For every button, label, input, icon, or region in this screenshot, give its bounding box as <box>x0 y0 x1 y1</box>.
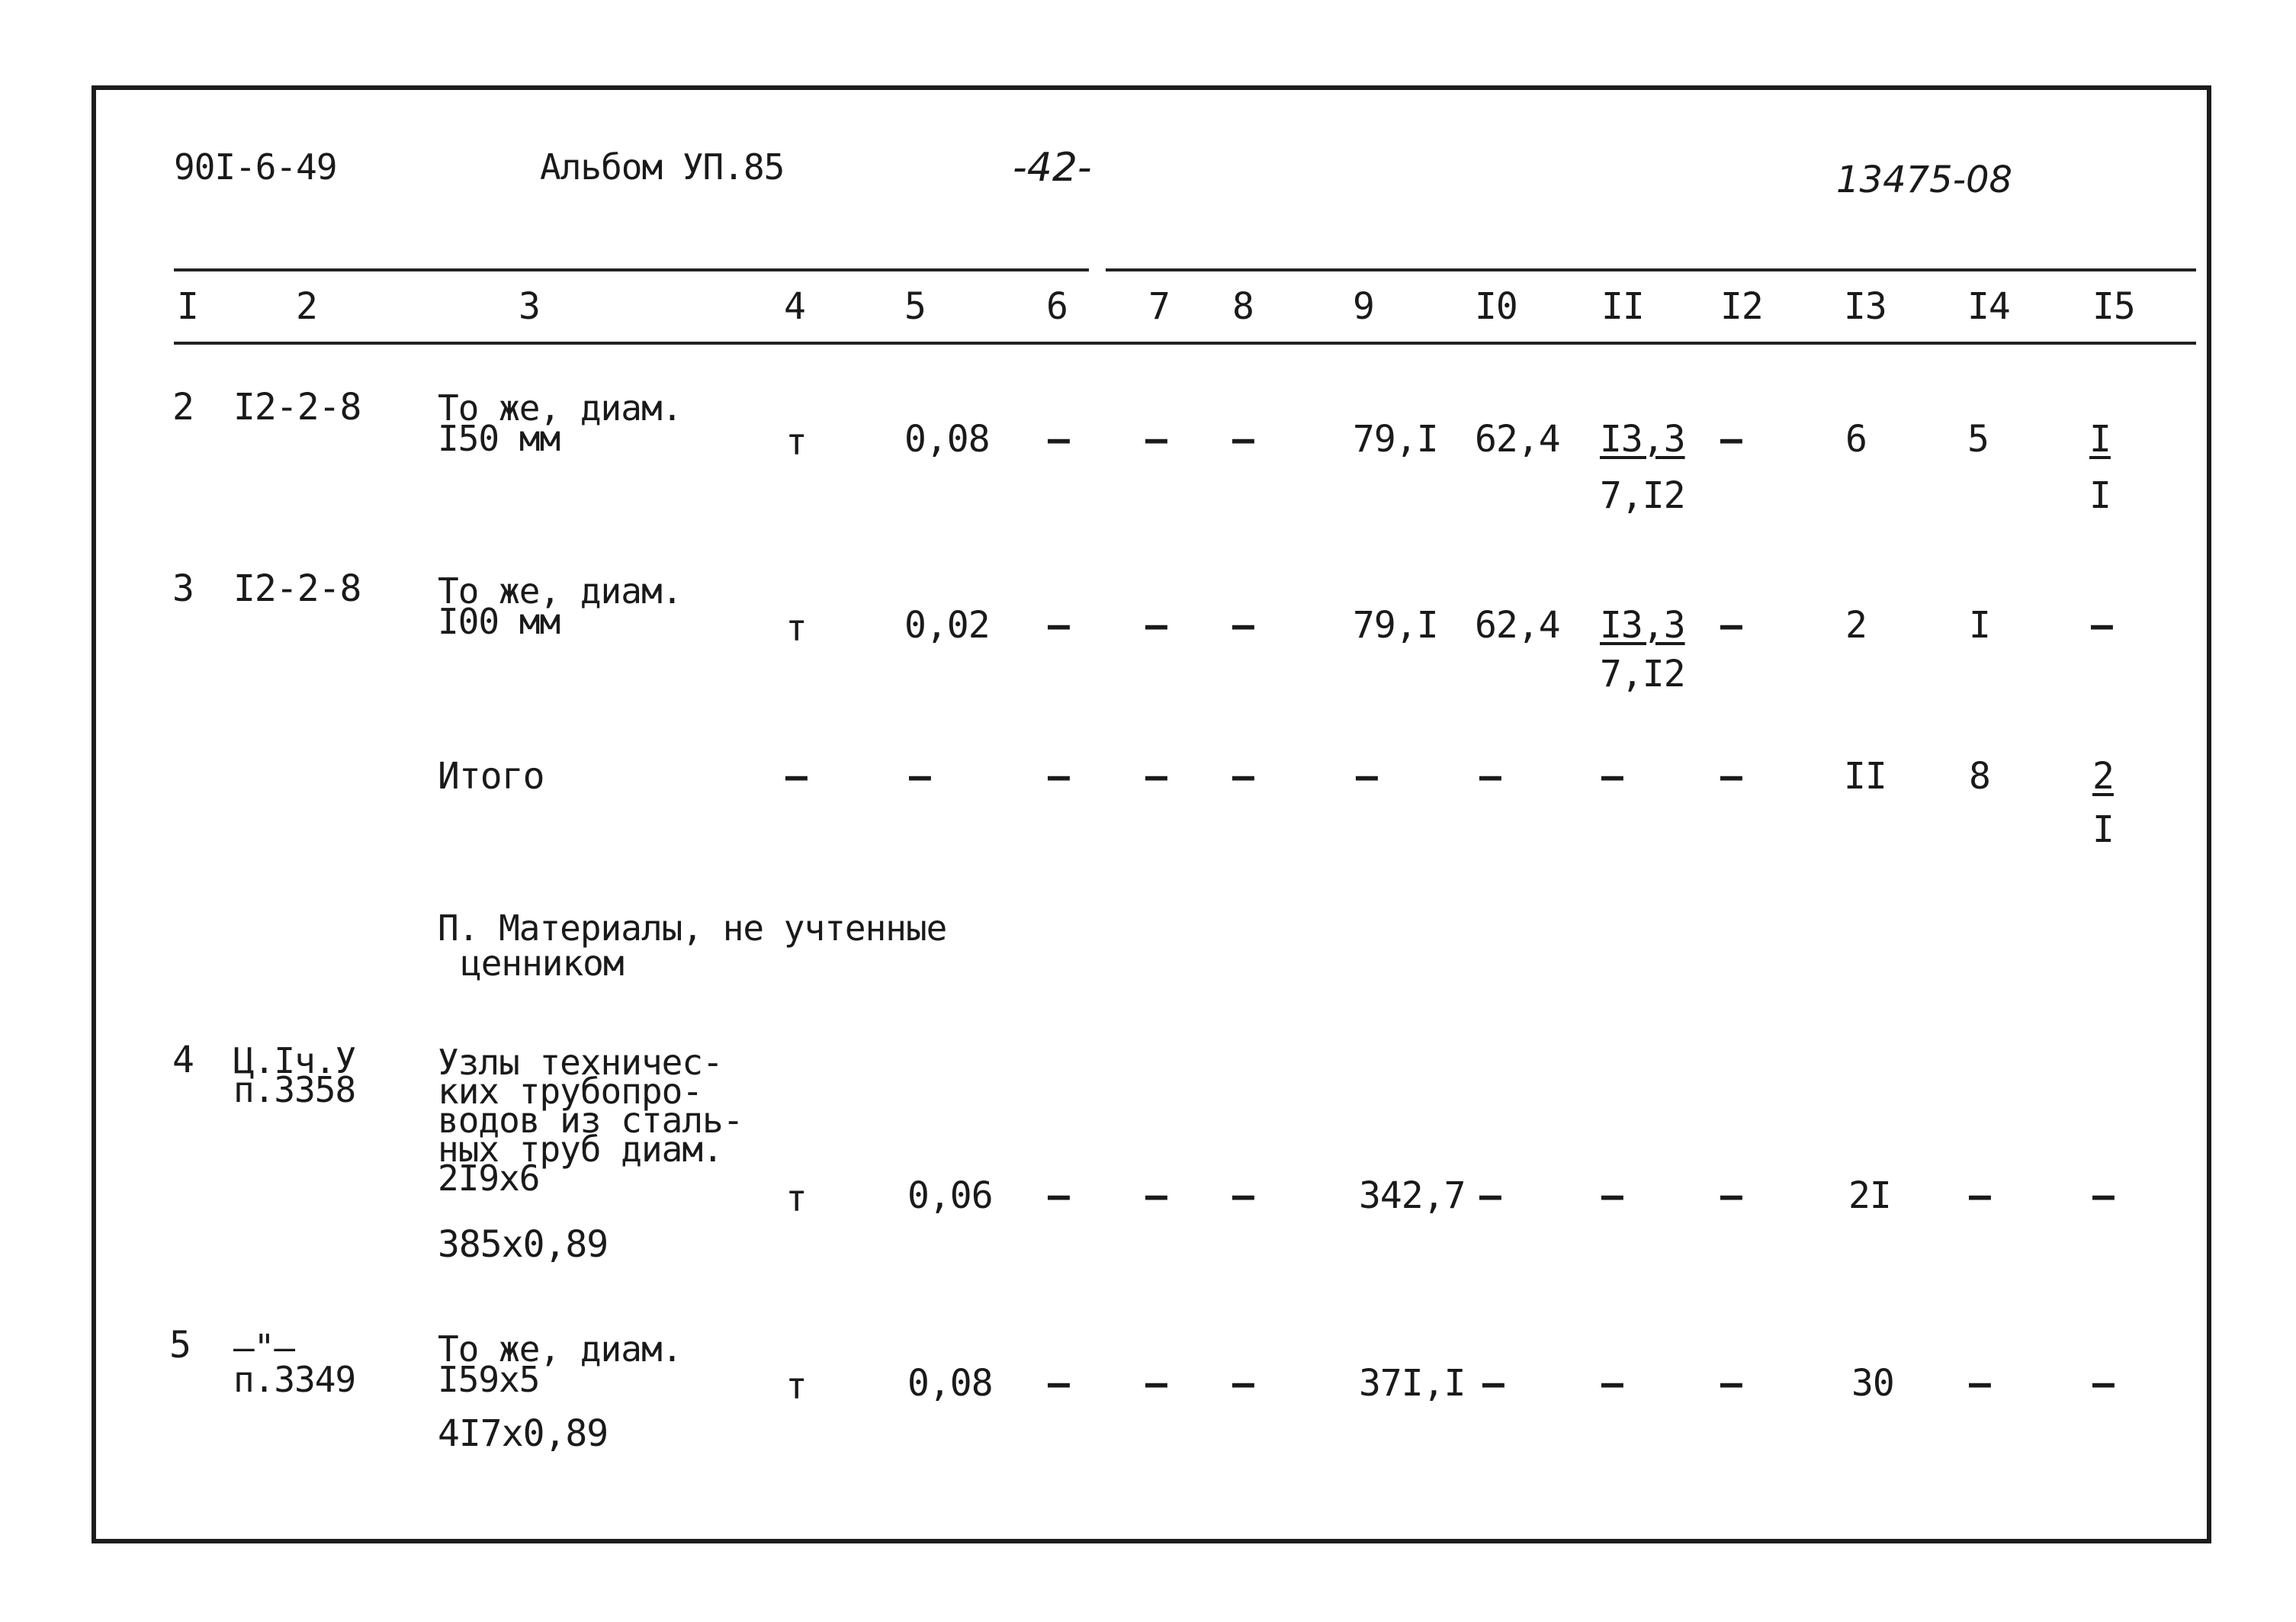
total-cell-5: – <box>909 755 930 798</box>
cell-9: 79,I <box>1353 604 1438 647</box>
album-label: Альбом УП.85 <box>540 146 785 188</box>
document-code: 90I-6-49 <box>174 146 337 188</box>
cell-6: – <box>1048 1362 1069 1405</box>
col-header-11: II <box>1601 285 1644 328</box>
row-number: 2 <box>172 386 194 429</box>
total-cell-13: II <box>1844 755 1887 798</box>
unit: т <box>785 421 807 464</box>
item-name-line1: То же, диам. <box>438 387 682 429</box>
cell-10: – <box>1482 1362 1504 1405</box>
unit: т <box>785 607 807 650</box>
quantity: 0,02 <box>904 604 990 647</box>
item-name-line5: 2I9х6 <box>438 1158 540 1199</box>
cell-11-bottom: 7,I2 <box>1600 474 1685 517</box>
cell-12: – <box>1720 604 1742 647</box>
quantity: 0,08 <box>904 418 990 461</box>
cell-10: – <box>1479 1174 1501 1217</box>
header-rule-top-right <box>1106 268 2196 271</box>
unit: т <box>785 1365 807 1408</box>
cell-14: – <box>1969 1362 1990 1405</box>
price-code-line1: Ц.Iч.У <box>233 1040 356 1081</box>
total-cell-12: – <box>1720 755 1742 798</box>
page-number: -42- <box>1013 145 1092 191</box>
col-header-12: I2 <box>1720 285 1763 328</box>
col-header-10: I0 <box>1475 285 1517 328</box>
cell-11: – <box>1601 1174 1623 1217</box>
row-number: 4 <box>172 1039 194 1081</box>
total-cell-11: – <box>1601 755 1623 798</box>
total-cell-15-bottom: I <box>2092 808 2114 851</box>
cell-14: – <box>1969 1174 1990 1217</box>
col-header-6: 6 <box>1046 285 1068 328</box>
quantity: 0,08 <box>907 1362 993 1405</box>
cell-13: 6 <box>1845 418 1867 461</box>
cell-13: 30 <box>1851 1362 1894 1405</box>
item-extra: 4I7х0,89 <box>438 1412 609 1455</box>
header-rule-bottom <box>174 342 2196 345</box>
total-cell-9: – <box>1356 755 1377 798</box>
cell-7: – <box>1145 1362 1167 1405</box>
total-cell-14: 8 <box>1969 755 1990 798</box>
cell-11-top: I3,3 <box>1600 604 1685 647</box>
cell-14: 5 <box>1967 418 1989 461</box>
cell-7: – <box>1145 1174 1167 1217</box>
col-header-1: I <box>177 285 198 328</box>
col-header-8: 8 <box>1232 285 1254 328</box>
item-extra: 385х0,89 <box>438 1223 609 1266</box>
price-code: I2-2-8 <box>233 386 361 429</box>
item-name-line2: I50 мм <box>438 418 560 459</box>
doc-number: 13475-08 <box>1836 159 2013 201</box>
col-header-7: 7 <box>1148 285 1170 328</box>
item-name-line1: Узлы техничес- <box>438 1042 723 1083</box>
cell-8: – <box>1232 1174 1254 1217</box>
cell-11-bottom: 7,I2 <box>1600 653 1685 695</box>
item-name-line4: ных труб диам. <box>438 1129 723 1170</box>
cell-6: – <box>1048 418 1069 461</box>
item-name-line1: То же, диам. <box>438 1328 682 1370</box>
cell-10: 62,4 <box>1475 604 1560 647</box>
cell-12: – <box>1720 1174 1742 1217</box>
cell-6: – <box>1048 604 1069 647</box>
cell-11: – <box>1601 1362 1623 1405</box>
cell-8: – <box>1232 604 1254 647</box>
cell-13: 2 <box>1845 604 1867 647</box>
cell-13: 2I <box>1848 1174 1891 1217</box>
quantity: 0,06 <box>907 1174 993 1217</box>
col-header-3: 3 <box>519 285 540 328</box>
total-cell-8: – <box>1232 755 1254 798</box>
total-cell-4: – <box>785 755 807 798</box>
cell-12: – <box>1720 1362 1742 1405</box>
price-code-line2: п.3349 <box>233 1359 356 1400</box>
cell-9: 342,7 <box>1359 1174 1466 1217</box>
section-heading-line2: ценником <box>461 943 624 984</box>
item-name-line2: I00 мм <box>438 601 560 642</box>
col-header-14: I4 <box>1967 285 2010 328</box>
cell-15: – <box>2092 1174 2114 1217</box>
cell-15-bottom: I <box>2089 474 2111 517</box>
price-code-line1: –"– <box>233 1327 295 1368</box>
item-name-line2: ких трубопро- <box>438 1071 703 1112</box>
total-label: Итого <box>438 755 544 798</box>
section-heading-line1: П. Материалы, не учтенные <box>438 907 947 949</box>
col-header-5: 5 <box>904 285 926 328</box>
row-number: 3 <box>172 567 194 610</box>
cell-12: – <box>1720 418 1742 461</box>
col-header-4: 4 <box>784 285 805 328</box>
cell-14: I <box>1969 604 1990 647</box>
total-cell-7: – <box>1145 755 1167 798</box>
total-cell-10: – <box>1479 755 1501 798</box>
row-number: 5 <box>169 1324 191 1367</box>
cell-8: – <box>1232 418 1254 461</box>
item-name-line1: То же, диам. <box>438 570 682 612</box>
cell-7: – <box>1145 418 1167 461</box>
col-header-9: 9 <box>1353 285 1374 328</box>
item-name-line3: водов из сталь- <box>438 1100 743 1141</box>
cell-15: – <box>2092 1362 2114 1405</box>
cell-8: – <box>1232 1362 1254 1405</box>
cell-15-top: I <box>2089 418 2111 461</box>
col-header-15: I5 <box>2092 285 2135 328</box>
cell-6: – <box>1048 1174 1069 1217</box>
unit: т <box>785 1177 807 1220</box>
cell-9: 79,I <box>1353 418 1438 461</box>
col-header-13: I3 <box>1844 285 1887 328</box>
col-header-2: 2 <box>296 285 317 328</box>
price-code: I2-2-8 <box>233 567 361 610</box>
price-code-line2: п.3358 <box>233 1069 356 1110</box>
total-cell-6: – <box>1048 755 1069 798</box>
total-cell-15-top: 2 <box>2092 755 2114 798</box>
cell-10: 62,4 <box>1475 418 1560 461</box>
cell-7: – <box>1145 604 1167 647</box>
header-rule-top-left <box>174 268 1089 271</box>
cell-15: – <box>2091 604 2112 647</box>
cell-9: 37I,I <box>1359 1362 1466 1405</box>
item-name-line2: I59х5 <box>438 1359 540 1400</box>
cell-11-top: I3,3 <box>1600 418 1685 461</box>
